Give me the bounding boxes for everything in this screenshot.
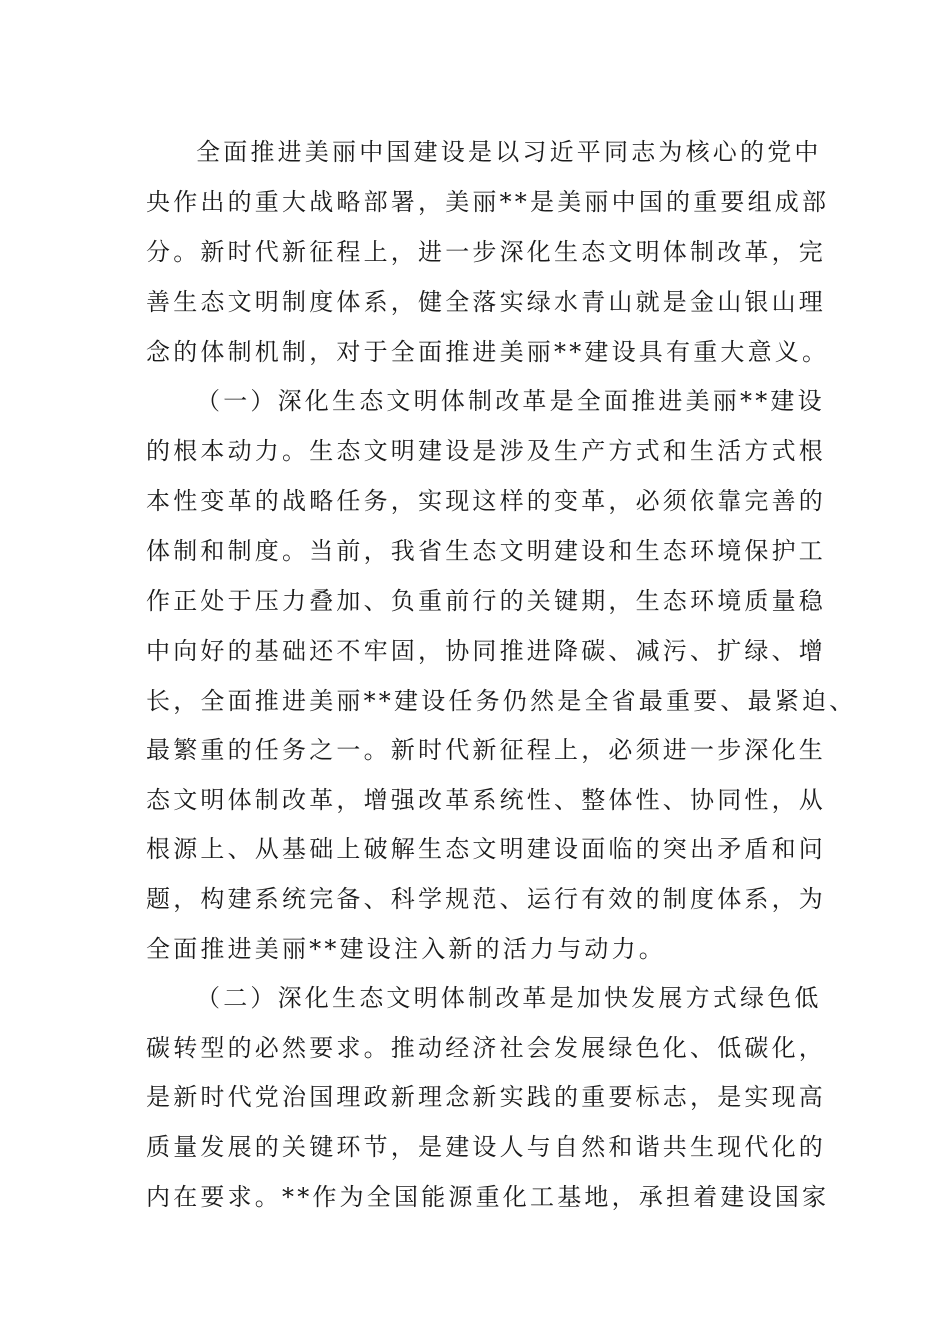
paragraph-1-line-1: 全面推进美丽中国建设是以习近平同志为核心的党中: [196, 138, 822, 166]
paragraph-2-line-6: 中向好的基础还不牢固，协同推进降碳、减污、扩绿、增: [146, 637, 826, 665]
paragraph-3-line-5: 内在要求。**作为全国能源重化工基地，承担着建设国家: [146, 1183, 830, 1211]
paragraph-3-line-4: 质量发展的关键环节，是建设人与自然和谐共生现代化的: [146, 1133, 826, 1161]
paragraph-2-line-12: 全面推进美丽**建设注入新的活力与动力。: [146, 935, 666, 963]
paragraph-2-line-10: 根源上、从基础上破解生态文明建设面临的突出矛盾和问: [146, 835, 826, 863]
paragraph-1-line-4: 善生态文明制度体系，健全落实绿水青山就是金山银山理: [146, 288, 826, 316]
paragraph-3-line-3: 是新时代党治国理政新理念新实践的重要标志，是实现高: [146, 1083, 826, 1111]
paragraph-2-line-1: （一）深化生态文明体制改革是全面推进美丽**建设: [196, 387, 825, 415]
paragraph-2-line-8: 最繁重的任务之一。新时代新征程上，必须进一步深化生: [146, 736, 826, 764]
paragraph-1-line-2: 央作出的重大战略部署，美丽**是美丽中国的重要组成部: [146, 188, 830, 216]
paragraph-2-line-5: 作正处于压力叠加、负重前行的关键期，生态环境质量稳: [146, 587, 826, 615]
paragraph-2-line-7: 长，全面推进美丽**建设任务仍然是全省最重要、最紧迫、: [146, 687, 857, 715]
paragraph-2-line-11: 题，构建系统完备、科学规范、运行有效的制度体系，为: [146, 885, 826, 913]
paragraph-1-line-3: 分。新时代新征程上，进一步深化生态文明体制改革，完: [146, 238, 826, 266]
paragraph-3-line-1: （二）深化生态文明体制改革是加快发展方式绿色低: [196, 984, 822, 1012]
paragraph-2-line-2: 的根本动力。生态文明建设是涉及生产方式和生活方式根: [146, 437, 826, 465]
paragraph-1-line-5: 念的体制机制，对于全面推进美丽**建设具有重大意义。: [146, 338, 830, 366]
paragraph-3-line-2: 碳转型的必然要求。推动经济社会发展绿色化、低碳化，: [146, 1034, 826, 1062]
paragraph-2-line-9: 态文明体制改革，增强改革系统性、整体性、协同性，从: [146, 786, 826, 814]
paragraph-2-line-4: 体制和制度。当前，我省生态文明建设和生态环境保护工: [146, 537, 826, 565]
paragraph-2-line-3: 本性变革的战略任务，实现这样的变革，必须依靠完善的: [146, 487, 826, 515]
